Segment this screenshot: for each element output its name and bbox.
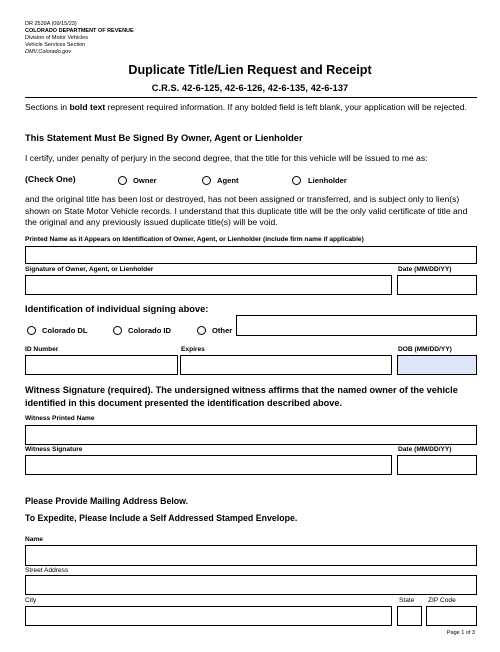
statute-references: C.R.S. 42-6-125, 42-6-126, 42-6-135, 42-6-137 — [151, 83, 349, 93]
lienholder-radio[interactable] — [292, 176, 301, 185]
witness-signature-label: Witness Signature — [25, 446, 83, 453]
expires-label: Expires — [181, 346, 205, 353]
witness-printed-name-label: Witness Printed Name — [25, 415, 95, 422]
owner-label: Owner — [133, 176, 157, 185]
form-id: DR 2539A (09/15/23) — [25, 21, 77, 27]
signature-date-label: Date (MM/DD/YY) — [398, 266, 452, 273]
mailing-name-input[interactable] — [25, 545, 477, 566]
certify-text: I certify, under penalty of perjury in the second degree, that the title for this vehicle will be issued to me as: — [25, 153, 428, 163]
witness-signature-input[interactable] — [25, 455, 392, 475]
witness-date-input[interactable] — [397, 455, 477, 475]
id-number-input[interactable] — [25, 355, 178, 375]
section-name: Vehicle Services Section — [25, 42, 86, 48]
signature-label: Signature of Owner, Agent, or Lienholder — [25, 266, 154, 273]
expires-input[interactable] — [180, 355, 392, 375]
zip-label: ZIP Code — [428, 597, 456, 604]
mailing-heading: Please Provide Mailing Address Below. — [25, 496, 189, 506]
city-label: City — [25, 597, 37, 604]
affirmation-text: and the original title has been lost or destroyed, has not been assigned or transferred, and is subject only to lien(s) shown on State Motor Vehicle records. I understand that this duplicate title will be the only valid certificate of title and the original and any previously issued duplicate title(s) will be void. — [25, 194, 468, 227]
signature-date-input[interactable] — [397, 275, 477, 295]
intro-paragraph: Sections in bold text represent required information. If any bolded field is left blank, your application will be rejected. — [25, 102, 467, 112]
witness-statement: Witness Signature (required). The undersigned witness affirms that the named owner of the vehicle identified in this document presented the identification described above. — [25, 385, 458, 408]
signature-input[interactable] — [25, 275, 392, 295]
lienholder-label: Lienholder — [308, 176, 347, 185]
printed-name-label: Printed Name as it Appears on Identification of Owner, Agent, or Lienholder (include firm name if applicable) — [25, 236, 364, 243]
website-link[interactable]: DMV.Colorado.gov — [25, 49, 72, 55]
street-address-label: Street Address — [25, 567, 69, 574]
dob-input[interactable] — [397, 355, 477, 375]
identification-heading: Identification of individual signing above: — [25, 304, 209, 314]
city-input[interactable] — [25, 606, 392, 626]
check-one-label: (Check One) — [25, 174, 76, 184]
other-label: Other — [212, 326, 233, 335]
page-title: Duplicate Title/Lien Request and Receipt — [128, 63, 372, 77]
department-name: COLORADO DEPARTMENT OF REVENUE — [25, 28, 134, 34]
witness-printed-name-input[interactable] — [25, 425, 477, 445]
mailing-name-label: Name — [25, 536, 43, 543]
state-label: State — [399, 597, 415, 604]
state-input[interactable] — [397, 606, 422, 626]
page-number: Page 1 of 3 — [446, 630, 475, 636]
id-number-label: ID Number — [25, 346, 59, 353]
zip-input[interactable] — [426, 606, 477, 626]
dob-label: DOB (MM/DD/YY) — [398, 346, 452, 353]
colorado-id-label: Colorado ID — [128, 326, 172, 335]
divider — [25, 97, 477, 98]
witness-date-label: Date (MM/DD/YY) — [398, 446, 452, 453]
printed-name-input[interactable] — [25, 246, 477, 264]
other-id-input[interactable] — [236, 315, 477, 336]
statement-heading: This Statement Must Be Signed By Owner, Agent or Lienholder — [25, 133, 303, 143]
agent-radio[interactable] — [202, 176, 211, 185]
other-radio[interactable] — [197, 326, 206, 335]
expedite-note: To Expedite, Please Include a Self Addressed Stamped Envelope. — [25, 513, 298, 523]
colorado-dl-radio[interactable] — [27, 326, 36, 335]
colorado-id-radio[interactable] — [113, 326, 122, 335]
owner-radio[interactable] — [118, 176, 127, 185]
agent-label: Agent — [217, 176, 239, 185]
division-name: Division of Motor Vehicles — [25, 35, 88, 41]
street-address-input[interactable] — [25, 575, 477, 595]
colorado-dl-label: Colorado DL — [42, 326, 88, 335]
